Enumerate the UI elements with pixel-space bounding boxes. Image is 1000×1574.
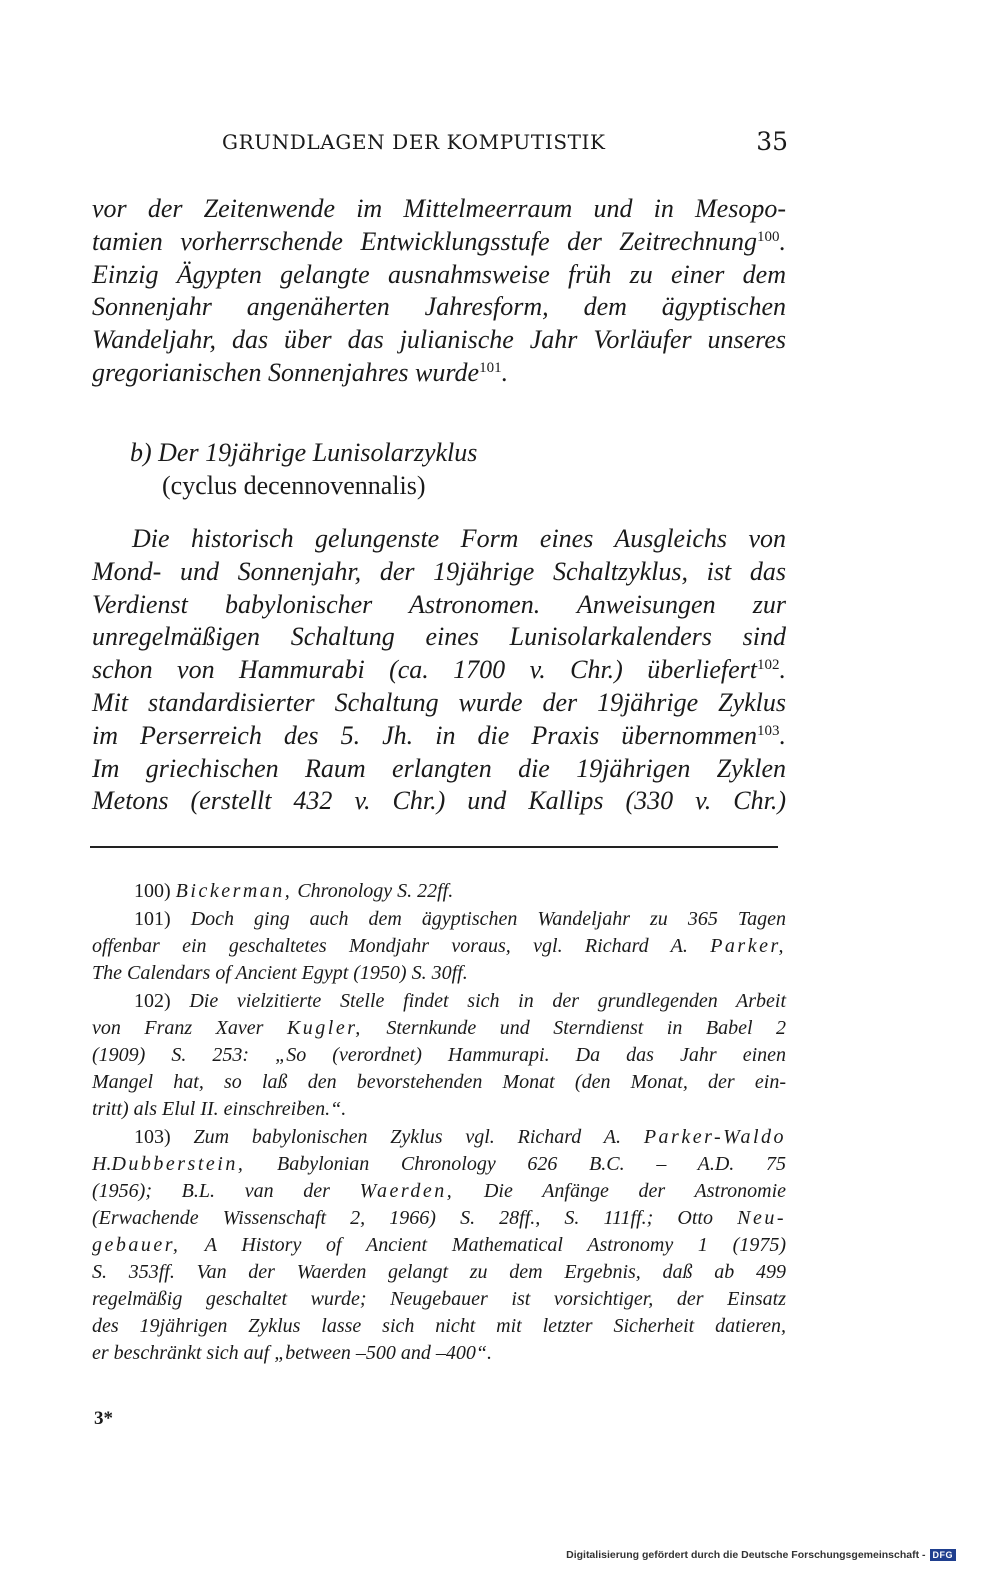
text-line: vor der Zeitenwende im Mittelmeerraum und in Mesopo- xyxy=(92,194,786,223)
text-line: tamien vorherrschende Entwicklungsstufe der Zeitrechnung$^{100}$. xyxy=(92,226,786,256)
text-line: Verdienst babylonischer Astronomen. Anweisungen zur xyxy=(92,589,786,619)
section-subtitle: (cyclus decennovennalis) xyxy=(162,471,426,500)
signature-mark: 3* xyxy=(94,1408,113,1429)
footnote-number: 103) xyxy=(134,1126,171,1148)
text-line: unregelmäßigen Schaltung eines Lunisolarkalenders sind xyxy=(92,622,786,652)
text-line: Im griechischen Raum erlangten die 19jährigen Zyklen xyxy=(92,753,786,783)
footnotes xyxy=(92,878,786,1368)
text-line: Sonnenjahr angenäherten Jahresform, dem ägyptischen xyxy=(92,292,786,322)
paragraph-lunisolar xyxy=(92,523,786,818)
section-heading xyxy=(130,436,630,502)
text-line: Metons (erstellt 432 v. Chr.) und Kallips (330 v. Chr.) xyxy=(92,786,786,816)
text-line: Wandeljahr, das über das julianische Jahr Vorläufer unseres xyxy=(92,325,786,355)
digitization-text: Digitalisierung gefördert durch die Deutsche Forschungsgemeinschaft - xyxy=(566,1549,926,1561)
footnote-separator xyxy=(90,846,778,848)
text-line: Mond- und Sonnenjahr, der 19jährige Schaltzyklus, ist das xyxy=(92,556,786,586)
paragraph-continued xyxy=(92,193,786,390)
text-line: Einzig Ägypten gelangte ausnahmsweise früh zu einer dem xyxy=(92,259,786,289)
footnote-ref-102: 102 xyxy=(757,657,780,674)
footnote-ref-100: 100 xyxy=(757,228,780,245)
text-line: schon von Hammurabi (ca. 1700 v. Chr.) überliefert$^{102}$. xyxy=(92,655,786,685)
footnote-number: 100) xyxy=(134,880,171,902)
footnote-102: 102) Die vielzitierte Stelle findet sich in der grundlegenden Arbeit von Franz Xaver Kugler, Sternkunde und Sterndienst in Babel 2 (1909) S. 253: „So (verordnet) Hammurapi. Da das Jahr einen Mangel hat, so laß den bevorstehenden Monat (den Monat, der ein- tritt) als Elul II. einschreiben.“. xyxy=(92,990,787,1120)
footnote-100: 100) Bickerman, Chronology S. 22ff. xyxy=(134,880,454,902)
page-number: 35 xyxy=(756,127,788,156)
text-line: Die historisch gelungenste Form eines Ausgleichs von xyxy=(132,524,786,553)
running-title: GRUNDLAGEN DER KOMPUTISTIK xyxy=(222,130,606,154)
dfg-logo: DFG xyxy=(930,1549,957,1561)
footnote-number: 101) xyxy=(134,908,171,930)
footnote-101: 101) Doch ging auch dem ägyptischen Wandeljahr zu 365 Tagen offenbar ein geschaltetes Mondjahr voraus, vgl. Richard A. Parker, The Calendars of Ancient Egypt (1950) S. 30ff. xyxy=(92,908,787,984)
footnote-ref-101: 101 xyxy=(479,359,502,376)
text-line: im Perserreich des 5. Jh. in die Praxis übernommen$^{103}$. xyxy=(92,720,786,750)
running-head xyxy=(222,127,788,162)
footnote-ref-103: 103 xyxy=(757,722,780,739)
digitization-note xyxy=(566,1549,956,1561)
footnote-103: 103) Zum babylonischen Zyklus vgl. Richard A. Parker-Waldo H.Dubberstein, Babylonian Chronology 626 B.C. – A.D. 75 (1956); B.L. van der Waerden, Die Anfänge der Astronomie (Erwachende Wissenschaft 2, 1966) S. 28ff., S. 111ff.; Otto Neu- gebauer, A History of Ancient Mathematical Astronomy 1 (1975) S. 353ff. Van der Waerden gelangt zu dem Ergebnis, daß ab 499 regelmäßig geschaltet wurde; Neugebauer ist vorsichtiger, der Einsatz des 19jährigen Zyklus lasse sich nicht mit letzter Sicherheit datieren, er beschränkt sich auf „between –500 and –400“. xyxy=(92,1126,787,1364)
text-line: Mit standardisierter Schaltung wurde der 19jährige Zyklus xyxy=(92,687,786,717)
footnote-number: 102) xyxy=(134,990,171,1012)
text-line: gregorianischen Sonnenjahres wurde$^{101}$. xyxy=(92,357,509,387)
section-title: b) Der 19jährige Lunisolarzyklus xyxy=(130,438,478,467)
